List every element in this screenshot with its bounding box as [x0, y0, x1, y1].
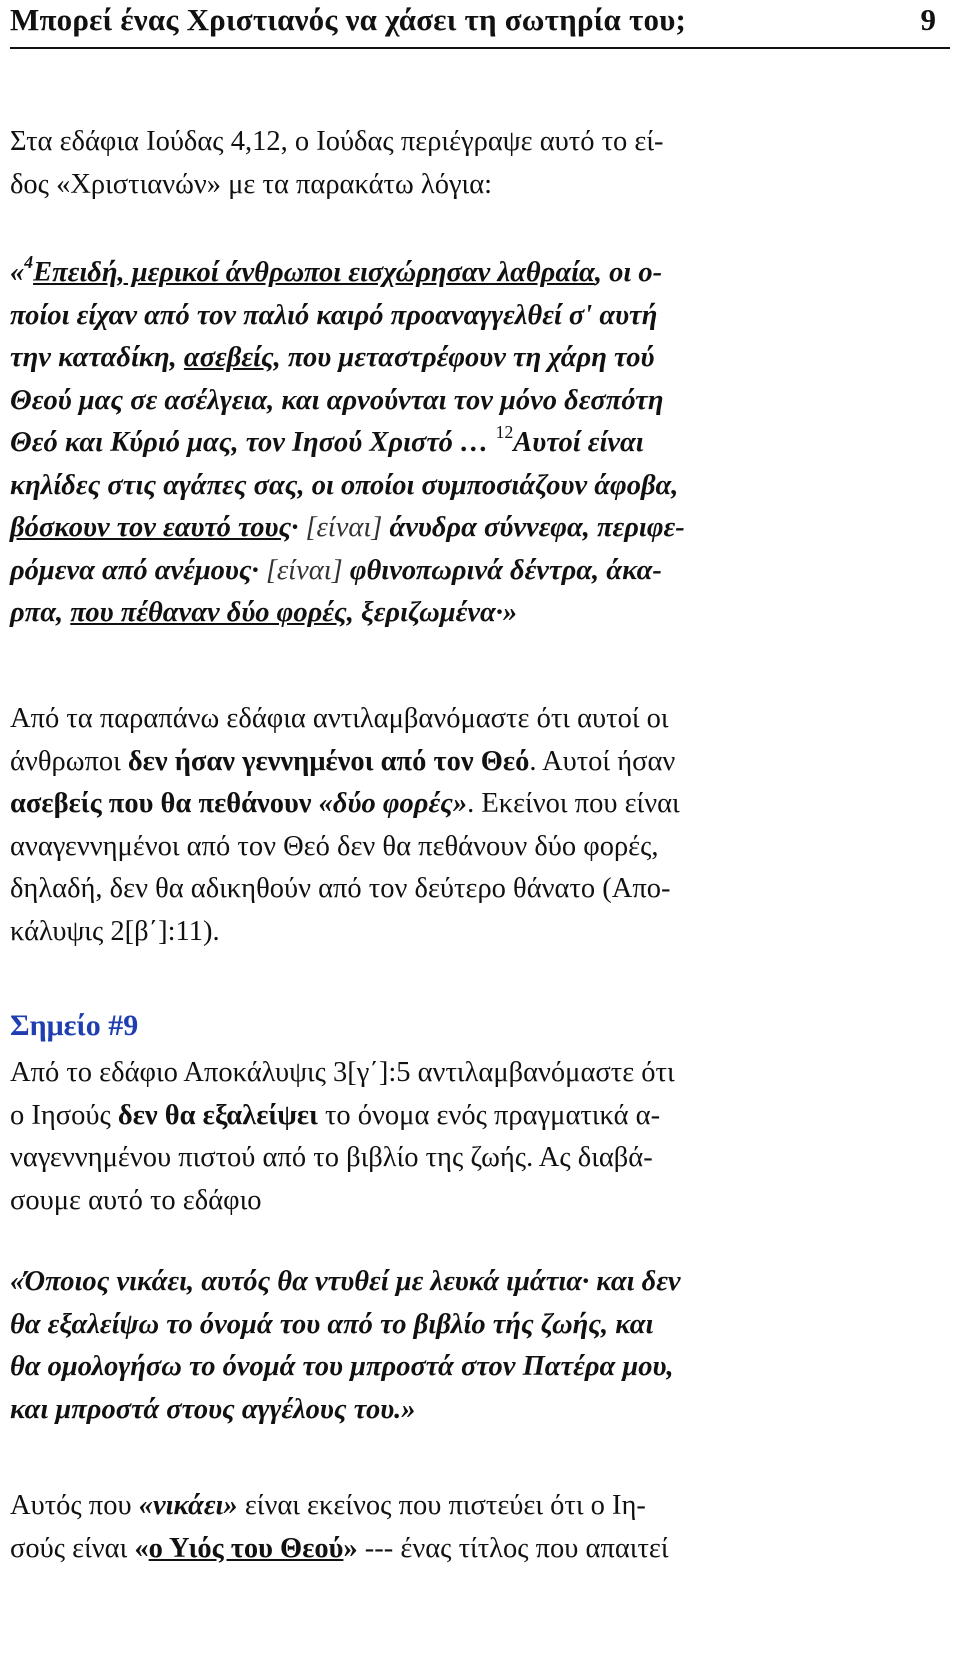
- text-line: ναγεννημένου πιστού από το βιβλίο της ζωής. Ας διαβά-: [10, 1142, 653, 1173]
- text-line: [10, 550, 895, 593]
- running-header: [10, 0, 950, 49]
- scripture-quote-revelation: [10, 1261, 895, 1431]
- text-span: ρόμενα από ανέμους·: [10, 554, 266, 586]
- text-span: την καταδίκη,: [10, 342, 184, 373]
- verse-number: 12: [495, 421, 514, 442]
- text-line: αναγεννημένοι από τον Θεό δεν θα πεθάνουν δύο φορές,: [10, 830, 659, 862]
- bold-italic-text: «δύο φορές»: [318, 788, 468, 819]
- text-line: [10, 507, 895, 550]
- bracket-insertion: [είναι]: [305, 512, 383, 543]
- text-line: Θεού μας σε ασέλγεια, και αρνούνται τον μόνο δεσπότη: [10, 384, 664, 416]
- text-line: [10, 1095, 895, 1138]
- bracket-insertion: [είναι]: [265, 554, 343, 586]
- bold-italic-text: «νικάει»: [138, 1490, 238, 1521]
- scripture-quote-jude: [10, 252, 895, 635]
- verse-number: 4: [24, 251, 34, 272]
- text-span: ρπα,: [10, 597, 71, 628]
- text-span: , που μεταστρέφουν τη χάρη τού: [273, 342, 655, 373]
- text-span: το όνομα ενός πραγματικά α-: [317, 1099, 661, 1131]
- text-span: Αυτοί είναι: [513, 427, 644, 458]
- text-line: θα ομολογήσω το όνομά του μπροστά στον Πατέρα μου,: [10, 1351, 674, 1382]
- text-span: φθινοπωρινά δέντρα, άκα-: [342, 554, 662, 586]
- text-span: Θεό και Κύριό μας, τον Ιησού Χριστό …: [10, 427, 496, 458]
- text-line: [10, 783, 895, 826]
- page-number: 9: [920, 2, 936, 37]
- text-line: [10, 741, 895, 784]
- text-span: , ξεριζωμένα·»: [346, 597, 518, 628]
- text-line: θα εξαλείψω το όνομά του από το βιβλίο τής ζωής, και: [10, 1308, 654, 1340]
- text-line: «Όποιος νικάει, αυτός θα ντυθεί με λευκά ιμάτια· και δεν: [10, 1266, 681, 1297]
- bold-text: δεν θα εξαλείψει: [117, 1099, 318, 1131]
- text-line: [10, 252, 895, 295]
- commentary-paragraph: [10, 698, 895, 953]
- bold-text: »: [343, 1532, 358, 1564]
- text-line: κάλυψις 2[β΄]:11).: [10, 915, 220, 947]
- text-line: [10, 1528, 895, 1571]
- text-line: δηλαδή, δεν θα αδικηθούν από τον δεύτερο θάνατο (Απο-: [10, 873, 671, 904]
- text-line: [10, 1485, 895, 1528]
- text-line: κηλίδες στις αγάπες σας, οι οποίοι συμποσιάζουν άφοβα,: [10, 469, 679, 501]
- underlined-text: ασεβείς: [183, 342, 274, 373]
- text-line: σουμε αυτό το εδάφιο: [10, 1184, 262, 1216]
- text-span: σούς είναι: [10, 1532, 135, 1564]
- text-span: άνθρωποι: [10, 745, 128, 777]
- bold-text: δεν ήσαν γεννημένοι από τον Θεό: [127, 745, 530, 777]
- text-span: ·: [291, 512, 306, 543]
- bold-underlined-text: ο Υιός του Θεού: [148, 1532, 344, 1564]
- text-span: Αυτός που: [10, 1490, 139, 1521]
- text-line: Από το εδάφιο Αποκάλυψις 3[γ΄]:5 αντιλαμβανόμαστε ότι: [10, 1057, 675, 1088]
- text-span: , οι ο-: [594, 257, 663, 288]
- header-title: Μπορεί ένας Χριστιανός να χάσει τη σωτηρία του;: [10, 2, 687, 37]
- bold-text: «: [134, 1532, 149, 1564]
- section-heading-block: [10, 1005, 895, 1047]
- text-line: Στα εδάφια Ιούδας 4,12, ο Ιούδας περιέγραψε αυτό το εί-: [10, 126, 664, 157]
- bold-text: ασεβείς που θα πεθάνουν: [10, 788, 319, 819]
- text-span: . Αυτοί ήσαν: [529, 745, 676, 777]
- point-paragraph: [10, 1052, 895, 1222]
- text-line: δος «Χριστιανών» με τα παρακάτω λόγια:: [10, 168, 493, 200]
- text-span: είναι εκείνος που πιστεύει ότι ο Ιη-: [237, 1490, 646, 1521]
- text-line: ποίοι είχαν από τον παλιό καιρό προαναγγελθεί σ' αυτή: [10, 299, 658, 331]
- text-span: ο Ιησούς: [10, 1099, 118, 1131]
- underlined-text: Επειδή, μερικοί άνθρωποι εισχώρησαν λαθραία: [33, 257, 595, 288]
- underlined-text: που πέθαναν δύο φορές: [70, 597, 347, 628]
- text-span: --- ένας τίτλος που απαιτεί: [357, 1532, 669, 1564]
- text-line: Από τα παραπάνω εδάφια αντιλαμβανόμαστε ότι αυτοί οι: [10, 703, 669, 734]
- quote-mark: «: [10, 257, 25, 288]
- section-heading: Σημείο #9: [10, 1009, 139, 1042]
- intro-paragraph: [10, 121, 895, 206]
- underlined-text: βόσκουν τον εαυτό τους: [10, 512, 292, 543]
- closing-paragraph: [10, 1485, 895, 1570]
- text-line: [10, 337, 895, 380]
- text-line: και μπροστά στους αγγέλους του.»: [10, 1393, 416, 1425]
- text-line: [10, 592, 895, 635]
- text-line: [10, 422, 895, 465]
- text-span: . Εκείνοι που είναι: [467, 788, 680, 819]
- text-span: άνυδρα σύννεφα, περιφε-: [382, 512, 685, 543]
